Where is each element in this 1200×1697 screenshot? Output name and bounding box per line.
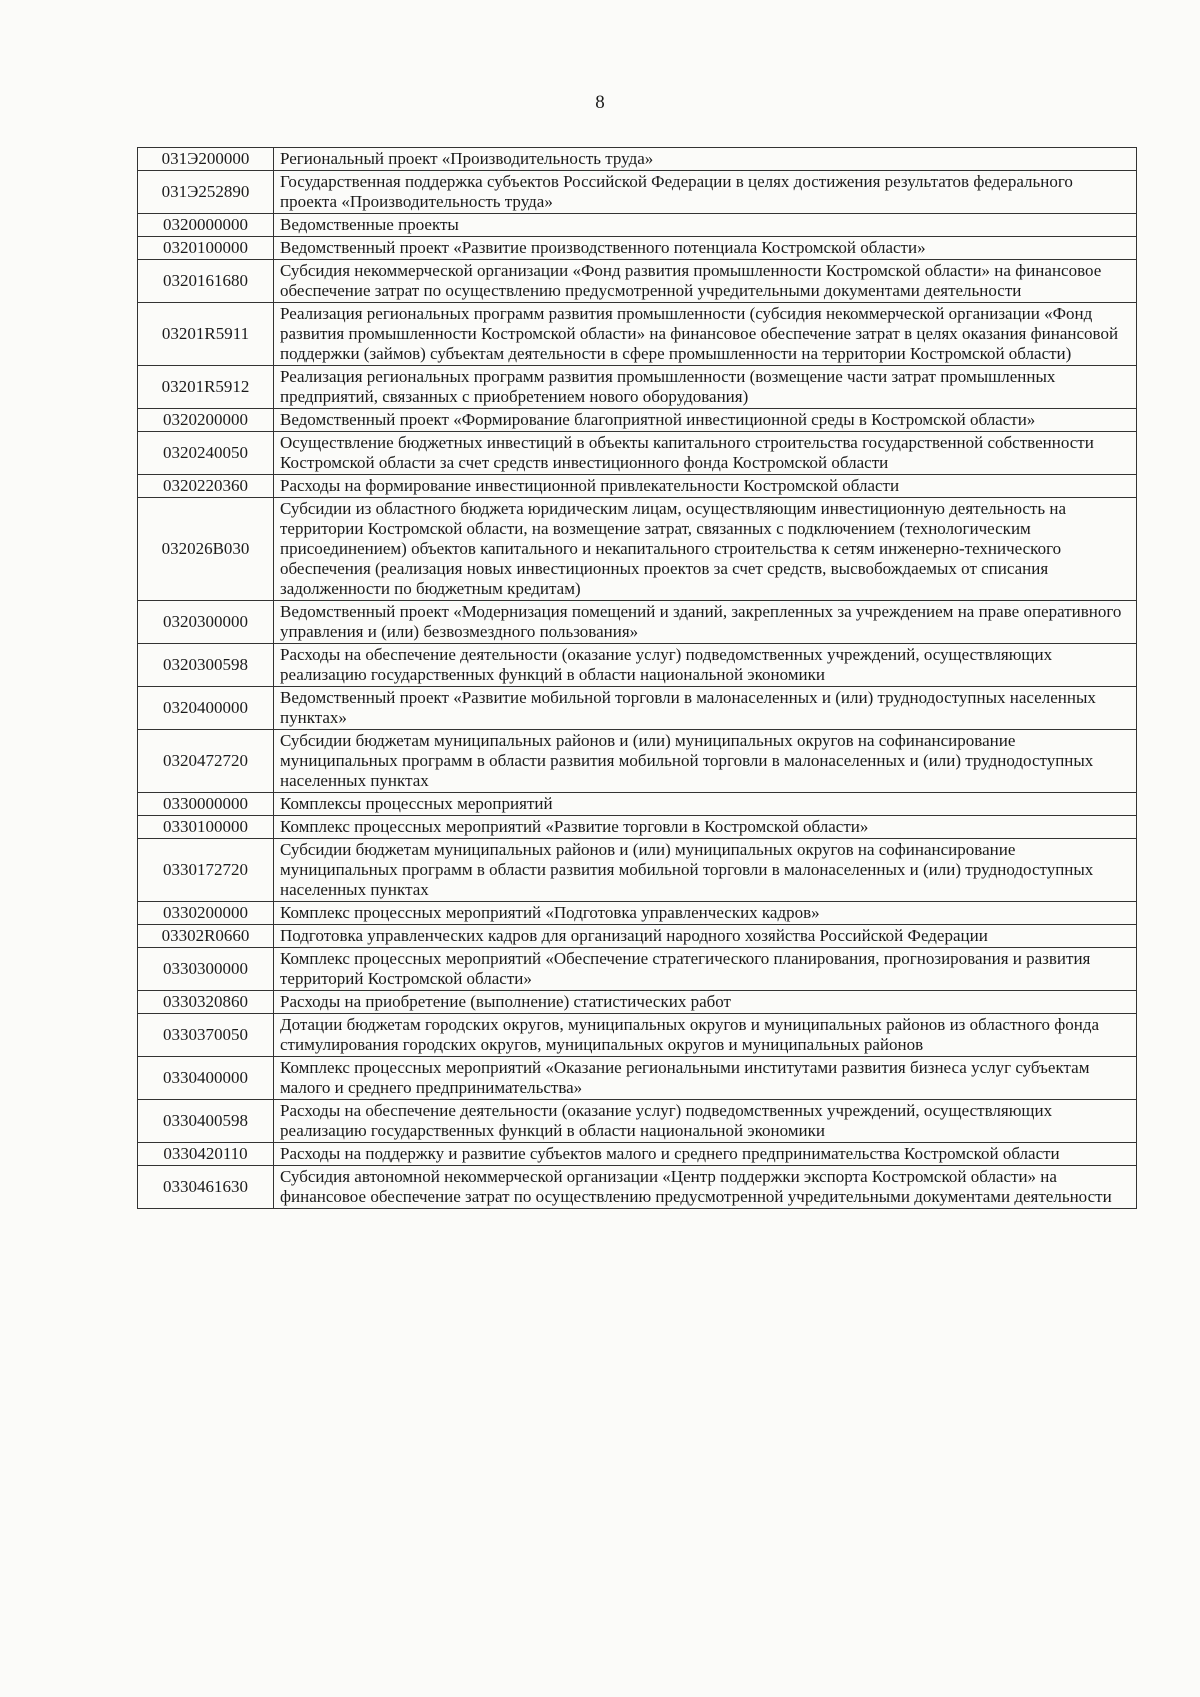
row-name: Комплекс процессных мероприятий «Обеспечение стратегического планирования, прогнозирования и развития территорий Костромской области» <box>274 948 1137 991</box>
row-code: 0330320860 <box>138 991 274 1014</box>
row-code: 03201R5912 <box>138 366 274 409</box>
table-row <box>138 409 1137 432</box>
budget-classification-table <box>137 147 1137 1209</box>
table-body <box>138 148 1137 1209</box>
row-code: 0320300000 <box>138 601 274 644</box>
table-row <box>138 948 1137 991</box>
table-row <box>138 1166 1137 1209</box>
row-code: 03302R0660 <box>138 925 274 948</box>
row-code: 0320220360 <box>138 475 274 498</box>
row-name: Подготовка управленческих кадров для организаций народного хозяйства Российской Федерации <box>274 925 1137 948</box>
row-name: Субсидия автономной некоммерческой организации «Центр поддержки экспорта Костромской области» на финансовое обеспечение затрат по осуществлению предусмотренной учредительными документами деятельности <box>274 1166 1137 1209</box>
row-code: 0320000000 <box>138 214 274 237</box>
row-name: Комплексы процессных мероприятий <box>274 793 1137 816</box>
row-name: Государственная поддержка субъектов Российской Федерации в целях достижения результатов федерального проекта «Производительность труда» <box>274 171 1137 214</box>
table-row <box>138 1057 1137 1100</box>
row-code: 0320240050 <box>138 432 274 475</box>
row-name: Ведомственный проект «Формирование благоприятной инвестиционной среды в Костромской области» <box>274 409 1137 432</box>
table-row <box>138 366 1137 409</box>
row-code: 0320300598 <box>138 644 274 687</box>
row-code: 03201R5911 <box>138 303 274 366</box>
table-row <box>138 498 1137 601</box>
table-row <box>138 303 1137 366</box>
row-name: Ведомственный проект «Развитие производственного потенциала Костромской области» <box>274 237 1137 260</box>
row-code: 031Э252890 <box>138 171 274 214</box>
row-code: 0330370050 <box>138 1014 274 1057</box>
row-name: Осуществление бюджетных инвестиций в объекты капитального строительства государственной собственности Костромской области за счет средств инвестиционного фонда Костромской области <box>274 432 1137 475</box>
row-name: Расходы на обеспечение деятельности (оказание услуг) подведомственных учреждений, осуществляющих реализацию государственных функций в области национальной экономики <box>274 644 1137 687</box>
table-row <box>138 601 1137 644</box>
table-row <box>138 237 1137 260</box>
table-row <box>138 148 1137 171</box>
row-name: Субсидия некоммерческой организации «Фонд развития промышленности Костромской области» на финансовое обеспечение затрат по осуществлению предусмотренной учредительными документами деятельности <box>274 260 1137 303</box>
row-name: Реализация региональных программ развития промышленности (возмещение части затрат промышленных предприятий, связанных с приобретением нового оборудования) <box>274 366 1137 409</box>
row-code: 0320200000 <box>138 409 274 432</box>
row-code: 0330400598 <box>138 1100 274 1143</box>
row-code: 0330400000 <box>138 1057 274 1100</box>
row-name: Субсидии бюджетам муниципальных районов и (или) муниципальных округов на софинансирование муниципальных программ в области развития мобильной торговли в малонаселенных и (или) труднодоступных населенных пунктах <box>274 730 1137 793</box>
table-row <box>138 925 1137 948</box>
row-code: 0330461630 <box>138 1166 274 1209</box>
table-row <box>138 432 1137 475</box>
table-row <box>138 260 1137 303</box>
row-name: Расходы на формирование инвестиционной привлекательности Костромской области <box>274 475 1137 498</box>
table-row <box>138 991 1137 1014</box>
row-name: Реализация региональных программ развития промышленности (субсидия некоммерческой организации «Фонд развития промышленности Костромской области» на финансовое обеспечение затрат в целях оказания финансовой поддержки (займов) субъектам деятельности в сфере промышленности на территории Костромской области) <box>274 303 1137 366</box>
row-name: Комплекс процессных мероприятий «Развитие торговли в Костромской области» <box>274 816 1137 839</box>
row-code: 0330200000 <box>138 902 274 925</box>
row-code: 031Э200000 <box>138 148 274 171</box>
table-row <box>138 816 1137 839</box>
table-row <box>138 839 1137 902</box>
table-row <box>138 171 1137 214</box>
table-row <box>138 475 1137 498</box>
row-code: 0320472720 <box>138 730 274 793</box>
row-code: 032026B030 <box>138 498 274 601</box>
row-name: Региональный проект «Производительность труда» <box>274 148 1137 171</box>
row-name: Комплекс процессных мероприятий «Оказание региональными институтами развития бизнеса услуг субъектам малого и среднего предпринимательства» <box>274 1057 1137 1100</box>
table-row <box>138 902 1137 925</box>
table-row <box>138 730 1137 793</box>
row-name: Дотации бюджетам городских округов, муниципальных округов и муниципальных районов из областного фонда стимулирования городских округов, муниципальных округов и муниципальных районов <box>274 1014 1137 1057</box>
row-code: 0330000000 <box>138 793 274 816</box>
table-row <box>138 644 1137 687</box>
table-row <box>138 793 1137 816</box>
row-name: Расходы на приобретение (выполнение) статистических работ <box>274 991 1137 1014</box>
row-code: 0320161680 <box>138 260 274 303</box>
table-row <box>138 1014 1137 1057</box>
row-name: Ведомственные проекты <box>274 214 1137 237</box>
table-row <box>138 1143 1137 1166</box>
table-row <box>138 687 1137 730</box>
row-code: 0320100000 <box>138 237 274 260</box>
row-code: 0330300000 <box>138 948 274 991</box>
page-number: 8 <box>595 92 605 113</box>
row-name: Комплекс процессных мероприятий «Подготовка управленческих кадров» <box>274 902 1137 925</box>
row-name: Субсидии из областного бюджета юридическим лицам, осуществляющим инвестиционную деятельность на территории Костромской области, на возмещение затрат, связанных с подключением (технологическим присоединением) объектов капитального и некапитального строительства к сетям инженерно-технического обеспечения (реализация новых инвестиционных проектов за счет средств, высвобождаемых от списания задолженности по бюджетным кредитам) <box>274 498 1137 601</box>
row-code: 0330100000 <box>138 816 274 839</box>
row-name: Расходы на обеспечение деятельности (оказание услуг) подведомственных учреждений, осуществляющих реализацию государственных функций в области национальной экономики <box>274 1100 1137 1143</box>
table-row <box>138 1100 1137 1143</box>
row-name: Ведомственный проект «Модернизация помещений и зданий, закрепленных за учреждением на праве оперативного управления и (или) безвозмездного пользования» <box>274 601 1137 644</box>
row-code: 0320400000 <box>138 687 274 730</box>
row-code: 0330172720 <box>138 839 274 902</box>
row-code: 0330420110 <box>138 1143 274 1166</box>
row-name: Ведомственный проект «Развитие мобильной торговли в малонаселенных и (или) труднодоступных населенных пунктах» <box>274 687 1137 730</box>
row-name: Расходы на поддержку и развитие субъектов малого и среднего предпринимательства Костромской области <box>274 1143 1137 1166</box>
table-row <box>138 214 1137 237</box>
row-name: Субсидии бюджетам муниципальных районов и (или) муниципальных округов на софинансирование муниципальных программ в области развития мобильной торговли в малонаселенных и (или) труднодоступных населенных пунктах <box>274 839 1137 902</box>
